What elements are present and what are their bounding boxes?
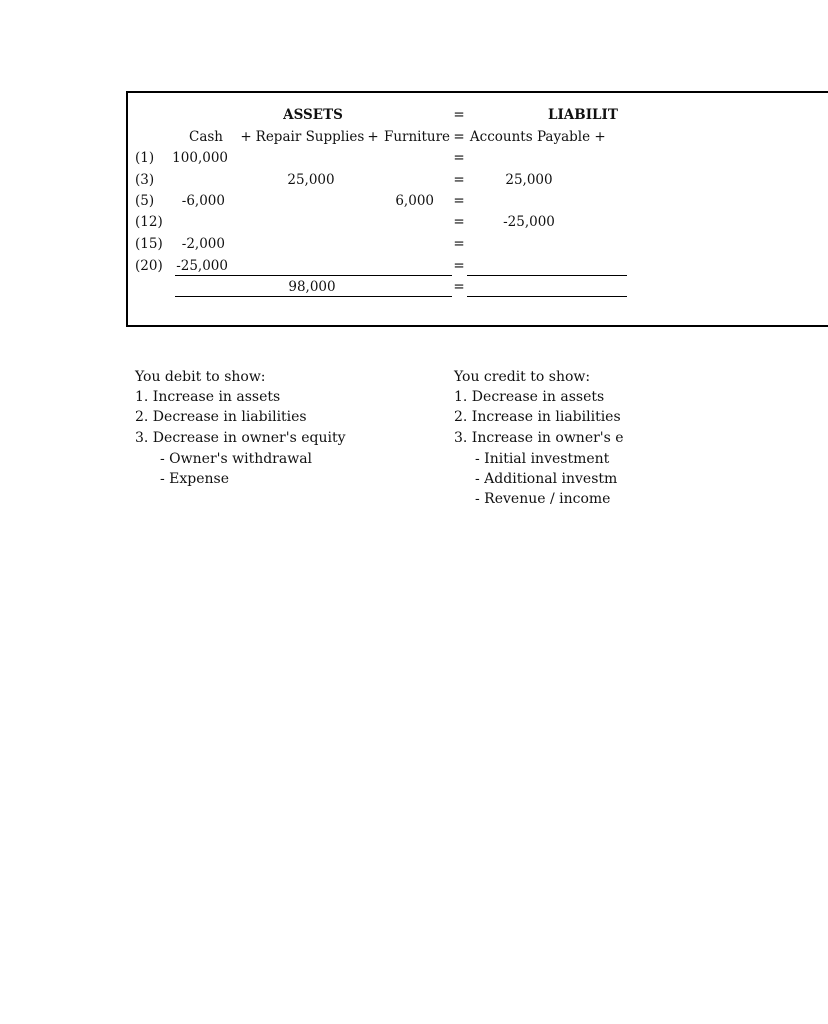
debit-item: 2. Decrease in liabilities — [135, 409, 307, 425]
repair-supplies-cell: 25,000 — [287, 172, 335, 188]
equals-sign: = — [453, 258, 465, 274]
total-rule — [467, 296, 627, 297]
plus-sign: + — [367, 129, 379, 145]
credit-subitem: - Initial investment — [475, 451, 610, 467]
equals-sign: = — [453, 129, 465, 145]
debit-item: 1. Increase in assets — [135, 389, 281, 405]
credit-item: 3. Increase in owner's e — [454, 430, 624, 446]
row-label: (20) — [135, 258, 163, 274]
debit-subitem: - Owner's withdrawal — [160, 451, 313, 467]
plus-sign: + — [594, 129, 606, 145]
plus-sign: + — [240, 129, 252, 145]
row-label: (5) — [135, 193, 155, 209]
credit-heading: You credit to show: — [454, 369, 591, 385]
cash-cell: -2,000 — [181, 236, 225, 252]
total-assets-value: 98,000 — [288, 279, 336, 295]
debit-subitem: - Expense — [160, 471, 230, 487]
furniture-cell: 6,000 — [395, 193, 434, 209]
assets-header: ASSETS — [283, 107, 343, 123]
row-label: (12) — [135, 214, 163, 230]
cash-cell: 100,000 — [172, 150, 228, 166]
accounts-payable-cell: -25,000 — [503, 214, 555, 230]
subtotal-rule — [175, 275, 452, 276]
row-label: (15) — [135, 236, 163, 252]
equals-sign: = — [453, 279, 465, 295]
credit-subitem: - Revenue / income — [475, 491, 611, 507]
debit-heading: You debit to show: — [135, 369, 266, 385]
cash-column-header: Cash — [188, 129, 224, 145]
accounting-equation-table — [126, 91, 828, 327]
equals-sign: = — [453, 172, 465, 188]
debit-item: 3. Decrease in owner's equity — [135, 430, 346, 446]
credit-item: 2. Increase in liabilities — [454, 409, 621, 425]
subtotal-rule — [467, 275, 627, 276]
equals-sign: = — [453, 107, 465, 123]
credit-item: 1. Decrease in assets — [454, 389, 605, 405]
row-label: (3) — [135, 172, 155, 188]
accounts-payable-column-header: Accounts Payable — [469, 129, 591, 145]
furniture-column-header: Furniture — [383, 129, 451, 145]
repair-supplies-column-header: Repair Supplies — [255, 129, 365, 145]
cash-cell: -6,000 — [181, 193, 225, 209]
equals-sign: = — [453, 214, 465, 230]
accounts-payable-cell: 25,000 — [505, 172, 553, 188]
total-rule — [175, 296, 452, 297]
liabilities-header: LIABILIT — [548, 107, 618, 123]
credit-subitem: - Additional investm — [475, 471, 618, 487]
equals-sign: = — [453, 193, 465, 209]
equals-sign: = — [453, 150, 465, 166]
cash-cell: -25,000 — [176, 258, 228, 274]
equals-sign: = — [453, 236, 465, 252]
row-label: (1) — [135, 150, 155, 166]
